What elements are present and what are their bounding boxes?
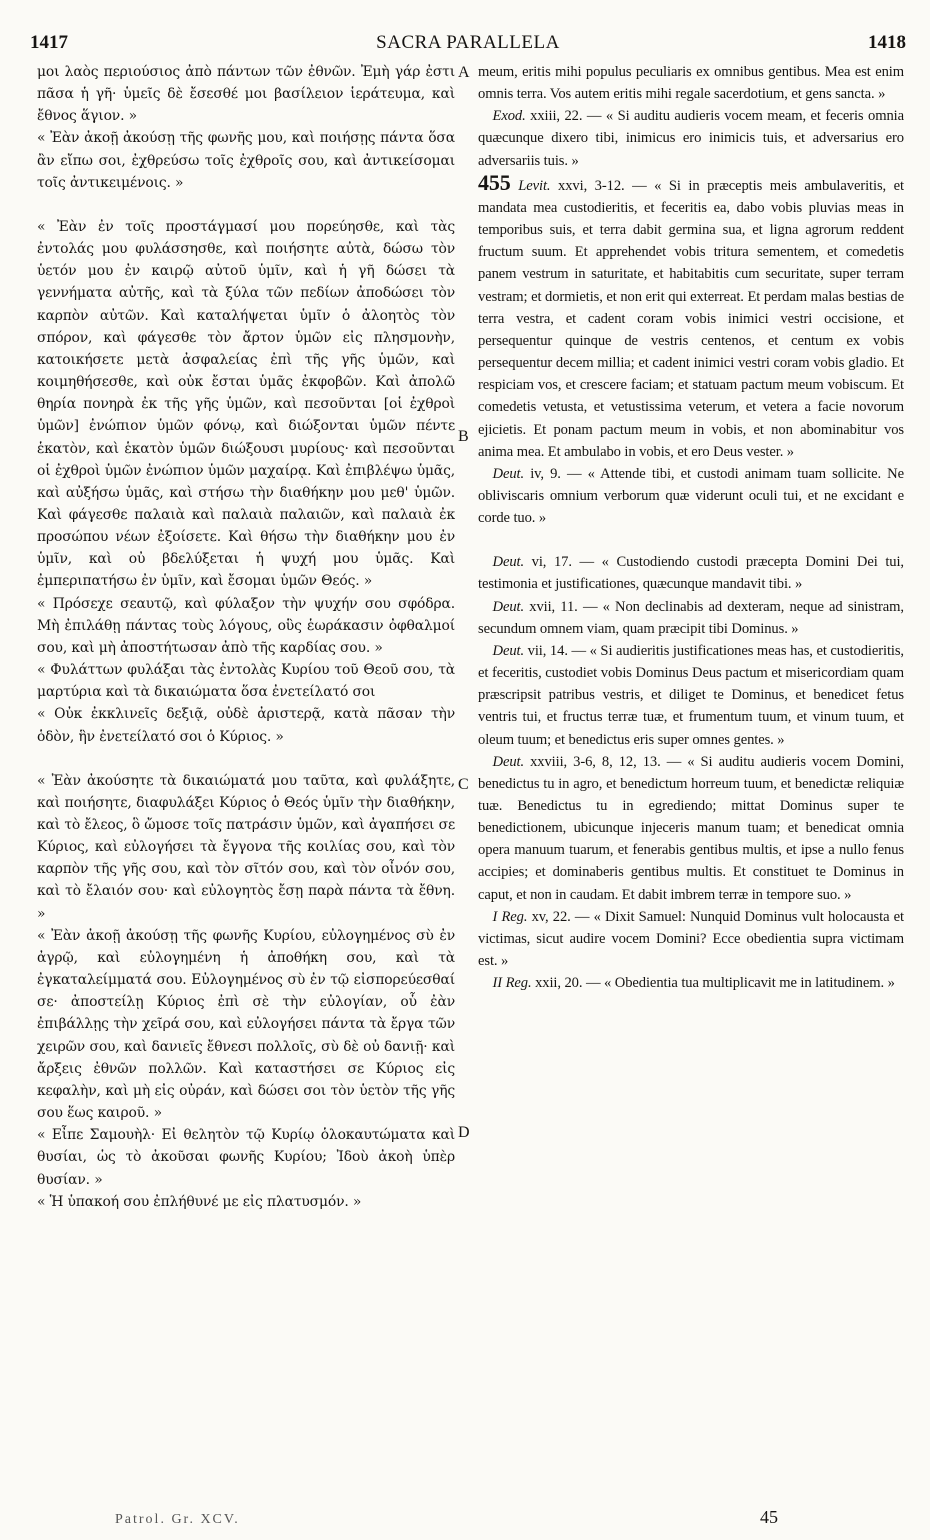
citation: Levit. xyxy=(518,177,551,194)
greek-paragraph: « Ἐὰν ἀκούσητε τὰ δικαιώματά μου ταῦτα, καὶ φυλάξητε, καὶ ποιήσητε, διαφυλάξει Κύριος ὁ Θεός ὑμῖν τὴν διαθήκην, καὶ τὸ ἔλεος, ὃ ὤμοσε τοῖς πατράσιν ὑμῶν, καὶ ἀγαπήσει σε Κύριος, καὶ εὐλογήσει τὰ ἔγγονα τῆς κοιλίας σου, καὶ τὸν καρπὸν τῆς γῆς σου, καὶ τὸν σῖτόν σου, καὶ τὸν οἶνόν σου, καὶ τὸ ἔλαιόν σου· καὶ εὐλογητὸς ἔσῃ παρὰ πάντα τὰ ἔθνη. » xyxy=(37,772,455,922)
margin-letter-d: D xyxy=(458,1124,470,1141)
latin-paragraph: Deut. vii, 14. — « Si audieritis justificationes meas has, et custodieritis, et feceritis, custodiet vobis Dominus Deus pactum et misericordiam quam præscripsit patribus vestris, et diliget te Dominus, et benedicet fetus ventris tui, et fructus terræ tuæ, et frumentum tuum, et vinum tuum, et oleum tuum; et benedictus eris super omnes gentes. » xyxy=(478,642,904,748)
citation: Deut. xyxy=(492,465,525,482)
page-number-left: 1417 xyxy=(30,32,68,53)
footer-signature: Patrol. Gr. XCV. xyxy=(115,1512,240,1527)
citation: Deut. xyxy=(492,753,525,770)
latin-paragraph: 455 Levit. xxvi, 3-12. — « Si in præceptis meis ambulaveritis, et mandata mea custodieritis, et feceritis ea, dabo vobis pluvias meas in temporibus suis, et terra dabit germina sua, et ligna agrorum reddent fructum suum. Et apprehendet vobis tritura sementem, et comedetis panem vestrum in saturitate, et habitabitis cum securitate, super terram vestram; et dormietis, et non erit qui exterreat. Et perdam malas bestias de terra vestra, et cadent coram vobis inimici vestri occisione, et persequentur quinque de vestris centenos, et centum ex vobis persequentur decem millia; et cadent inimici vestri coram vobis gladio. Et respiciam vos, et crescere faciam; et statuam pactum meum vobiscum. Et comedetis vetusta, et vetustissima veterum, et vetera a facie novorum ejicietis. Et ponam pactum meum in vobis, et non abominabitur vos anima mea. Et ambulabo in vobis, et ero Deus vester. » xyxy=(478,169,904,460)
greek-paragraph: « Εἶπε Σαμουὴλ· Εἰ θελητὸν τῷ Κυρίῳ ὁλοκαυτώματα καὶ θυσίαι, ὡς τὸ ἀκοῦσαι φωνῆς Κυρίου; Ἰδοὺ ἀκοὴ ὑπὲρ θυσίαν. » xyxy=(37,1127,455,1188)
latin-paragraph: Deut. xxviii, 3-6, 8, 12, 13. — « Si auditu audieris vocem Domini, benedictus tu in agro, et benedictum horreum tuum, et benedictæ reliquiæ tuæ. Benedictus tu in egrediendo; mittat Dominus super te benedictionem, ubicunque injeceris manum tuam; et benedicat omnia opera manuum tuarum, et fenerabis gentibus multis, et ipse a nullo fenus accipies; et dominaberis gentibus multis. Et constituet te Dominus in caput, et non in caudam. Et dabit imbrem terræ in tempore suo. » xyxy=(478,753,904,903)
footer-sheet-number: 45 xyxy=(760,1507,778,1527)
page-header xyxy=(30,32,906,62)
citation: Exod. xyxy=(492,108,526,125)
page-number-right: 1418 xyxy=(868,32,906,53)
latin-paragraph: II Reg. xxii, 20. — « Obedientia tua multiplicavit me in latitudinem. » xyxy=(492,975,895,992)
citation: Deut. xyxy=(492,598,525,615)
greek-paragraph: μοι λαὸς περιούσιος ἀπὸ πάντων τῶν ἐθνῶν. Ἐμὴ γάρ ἐστι πᾶσα ἡ γῆ· ὑμεῖς δὲ ἔσεσθέ μοι βασίλειον ἱεράτευμα, καὶ ἔθνος ἅγιον. » xyxy=(37,64,455,125)
latin-paragraph: Exod. xxiii, 22. — « Si auditu audieris vocem meam, et feceris omnia quæcunque dixero tibi, inimicus ero inimicis tuis, et adversarius ero adversariis tuis. » xyxy=(478,108,904,169)
greek-paragraph: « Ἐὰν ἀκοῇ ἀκούσῃ τῆς φωνῆς μου, καὶ ποιήσῃς πάντα ὅσα ἂν εἴπω σοι, ἐχθρεύσω τοῖς ἐχθροῖς σου, καὶ ἀντικείσομαι τοῖς ἀντικειμένοις. » xyxy=(37,130,455,191)
margin-letter-a: A xyxy=(458,64,470,81)
margin-letter-c: C xyxy=(458,776,469,793)
citation: II Reg. xyxy=(492,975,532,992)
latin-paragraph: Deut. vi, 17. — « Custodiendo custodi præcepta Domini Dei tui, testimonia et justificationes, quæcunque mandavit tibi. » xyxy=(478,554,904,593)
citation: I Reg. xyxy=(492,908,528,925)
greek-paragraph: « Ἐὰν ἀκοῇ ἀκούσῃ τῆς φωνῆς Κυρίου, εὐλογημένος σὺ ἐν ἀγρῷ, καὶ εὐλογημένη ἡ ἀποθήκη σου, καὶ τὰ ἐγκαταλείμματά σου. Εὐλογημένος σὺ ἐν τῷ εἰσπορεύεσθαί σε· ἀποστείλῃ Κύριος ἐπὶ σὲ τὴν εὐλογίαν, οὗ ἐὰν ἐπιβάλλῃς τὴν χεῖρά σου, καὶ εὐλογήσει πάντα τὰ ἔργα τῶν χειρῶν σου, καὶ δανιεῖς ἔθνεσι πολλοῖς, σὺ δὲ οὐ δανιῇ· καὶ ἄρξεις ἐθνῶν πολλῶν. Καὶ καταστήσει σε Κύριος εἰς κεφαλὴν, καὶ μὴ εἰς οὐράν, καὶ δώσει σοι τὸν ὑετὸν τῆς γῆς σου ἕως καιροῦ. » xyxy=(37,927,455,1122)
running-title: SACRA PARALLELA xyxy=(376,32,560,53)
latin-paragraph: Deut. iv, 9. — « Attende tibi, et custodi animam tuam sollicite. Ne obliviscaris omnium verborum quæ viderunt oculi tui, et ne excidant e corde tuo. » xyxy=(478,465,904,527)
margin-letter-b: B xyxy=(458,428,469,445)
greek-paragraph: « Φυλάττων φυλάξαι τὰς ἐντολὰς Κυρίου τοῦ Θεοῦ σου, τὰ μαρτύρια καὶ τὰ δικαιώματα ὅσα ἐνετείλατό σοι xyxy=(37,662,455,701)
greek-paragraph: « Πρόσεχε σεαυτῷ, καὶ φύλαξον τὴν ψυχήν σου σφόδρα. Μὴ ἐπιλάθῃ πάντας τοὺς λόγους, οὓς ἑωράκασιν ὀφθαλμοί σου, καὶ μὴ ἀποστήτωσαν ἀπὸ τῆς καρδίας σου. » xyxy=(37,595,455,656)
latin-column xyxy=(478,61,904,994)
latin-paragraph: meum, eritis mihi populus peculiaris ex omnibus gentibus. Mea est enim omnis terra. Vos autem eritis mihi regale sacerdotium, et gens sancta. » xyxy=(478,64,904,103)
section-number: 455 xyxy=(478,169,511,195)
greek-paragraph: « Οὐκ ἐκκλινεῖς δεξιᾷ, οὐδὲ ἀριστερᾷ, κατὰ πᾶσαν τὴν ὁδὸν, ἣν ἐνετείλατό σοι ὁ Κύριος. » xyxy=(37,706,455,745)
citation: Deut. xyxy=(492,554,525,571)
citation: Deut. xyxy=(492,642,525,659)
greek-paragraph: « Ἐὰν ἐν τοῖς προστάγμασί μου πορεύησθε, καὶ τὰς ἐντολάς μου φυλάσσησθε, καὶ ποιήσητε αὐτὰ, δώσω τὸν ὑετόν μου ἐν καιρῷ αὐτοῦ ὑμῖν, καὶ ἡ γῆ δώσει τὰ γεννήματα αὐτῆς, καὶ τὰ ξύλα τῶν πεδίων ἀποδώσει τὸν καρπὸν αὐτῶν. Καὶ καταλήψεται ὑμῖν ὁ ἀλοητὸς τὸν σπόρον, καὶ φάγεσθε τὸν ἄρτον ὑμῶν εἰς πλησμονὴν, κατοικήσετε μετὰ ἀσφαλείας ἐπὶ τῆς γῆς ὑμῶν, καὶ κοιμηθήσεσθε, καὶ οὐκ ἔσται ὑμᾶς ἐκφοβῶν. Καὶ ἀπολῶ θηρία πονηρὰ ἐκ τῆς γῆς ὑμῶν, καὶ πεσοῦνται [οἱ ἐχθροὶ ὑμῶν] ἐνώπιον ὑμῶν φόνῳ, καὶ διώξονται ὑμῶν πέντε ἑκατὸν, καὶ ἑκατὸν ὑμῶν διώξουσι μυρίους· καὶ πεσοῦνται οἱ ἐχθροὶ ὑμῶν ἐνώπιον ὑμῶν μαχαίρᾳ. Καὶ ἐπιβλέψω ὑμᾶς, καὶ αὐξήσω ὑμᾶς, καὶ στήσω τὴν διαθήκην μου μεθ' ὑμῶν. Καὶ φάγεσθε παλαιὰ καὶ παλαιὰ παλαιῶν, καὶ παλαιὰ ἐκ προσώπου νέων ἐξοίσετε. Καὶ θήσω τὴν διαθήκην μου ἐν ὑμῖν, καὶ οὐ βδελύξεται ἡ ψυχή μου ὑμᾶς. Καὶ ἐμπεριπατήσω ἐν ὑμῖν, καὶ ἔσομαι ὑμῶν Θεός. » xyxy=(37,218,455,590)
greek-paragraph: « Ἡ ὑπακοή σου ἐπλήθυνέ με εἰς πλατυσμόν. » xyxy=(37,1193,362,1210)
greek-column xyxy=(37,61,455,1213)
latin-paragraph: I Reg. xv, 22. — « Dixit Samuel: Nunquid Dominus vult holocausta et victimas, sicut audire vocem Domini? Ecce obedientia supra victimam est. » xyxy=(478,908,904,970)
latin-paragraph: Deut. xvii, 11. — « Non declinabis ad dexteram, neque ad sinistram, secundum omnem viam, quam præcipit tibi Dominus. » xyxy=(478,598,904,637)
